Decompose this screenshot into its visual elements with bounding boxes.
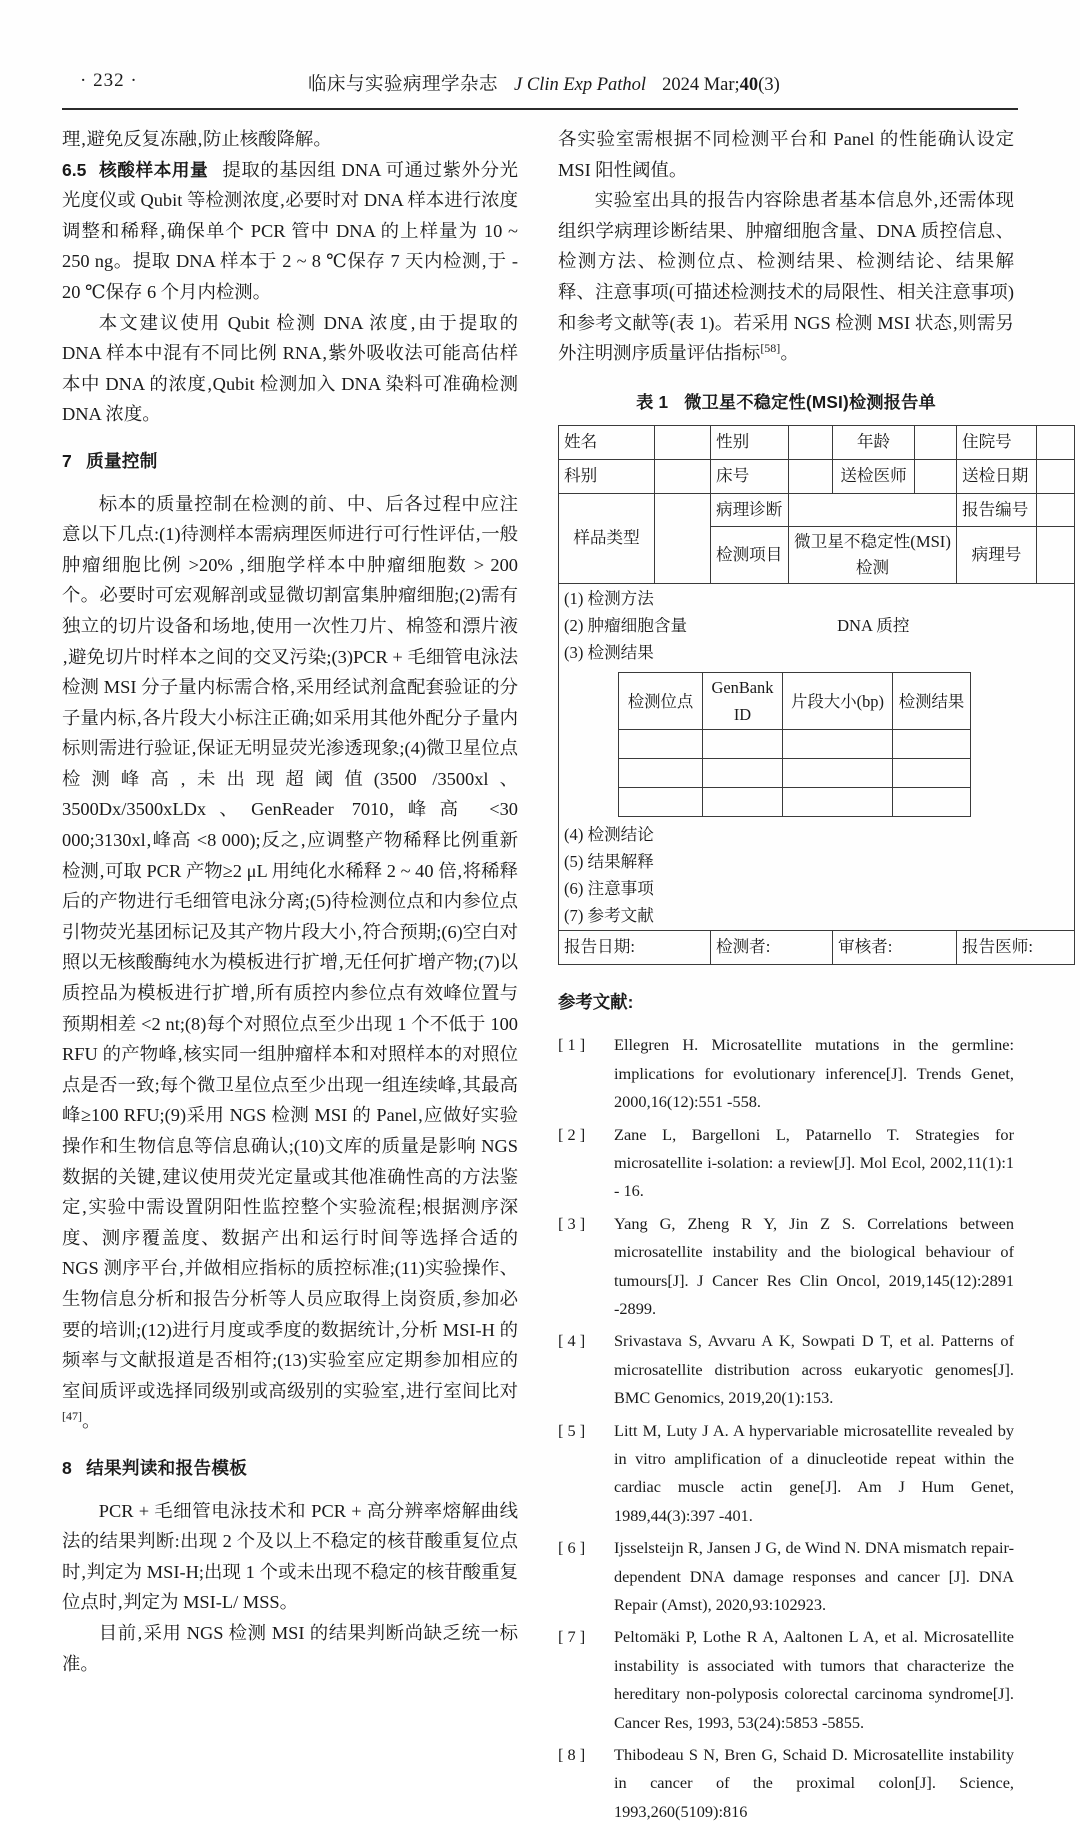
detection-result-table	[618, 672, 971, 817]
cell-locus[interactable]	[619, 730, 703, 759]
field-value-department[interactable]	[655, 459, 711, 493]
field-label-department: 科别	[559, 459, 655, 493]
field-label-name: 姓名	[559, 426, 655, 460]
report-item-tumor-content	[564, 612, 1069, 639]
section-7-body-tail: 。	[82, 1411, 101, 1432]
cell-fragment-size[interactable]	[783, 759, 893, 788]
section-7-title: 质量控制	[86, 450, 158, 471]
paragraph-report-tail: 。	[780, 343, 799, 364]
section-6-5-number: 6.5	[62, 159, 87, 180]
reference-text: Yang G, Zheng R Y, Jin Z S. Correlations between microsatellite instability and the biological behaviour of tumours[J]. J Cancer Res Clin Oncol, 2019,145(12):2891 -2899.	[614, 1213, 1014, 1318]
citation-58: [58]	[760, 341, 781, 356]
reference-text: Thibodeau S N, Bren G, Schaid D. Microsatellite instability in cancer of the proximal colon[J]. Science, 1993,260(5109):816	[614, 1745, 1014, 1821]
cell-genbank-id[interactable]	[703, 730, 783, 759]
paragraph-qubit: 本文建议使用 Qubit 检测 DNA 浓度‚由于提取的 DNA 样本中混有不同比例 RNA‚紫外吸收法可能高估样本中 DNA 的浓度‚Qubit 检测加入 DNA 染料可准确检测 DNA 浓度。	[62, 312, 518, 425]
reference-text: Ellegren H. Microsatellite mutations in the germline: implications for evolutionary inference[J]. Trends Genet, 2000,16(12):551 -558.	[614, 1035, 1014, 1112]
section-8-number: 8	[62, 1457, 73, 1478]
table-row	[619, 759, 971, 788]
section-7-heading	[62, 446, 518, 477]
table-row	[619, 788, 971, 817]
field-value-test-item: 微卫星不稳定性(MSI)检测	[789, 527, 957, 584]
table-row	[559, 493, 1075, 527]
field-label-reporting-doctor[interactable]: 报告医师:	[957, 931, 1075, 965]
citation-47: [47]	[62, 1409, 82, 1424]
table-caption-number: 表 1	[636, 391, 669, 412]
cell-fragment-size[interactable]	[783, 788, 893, 817]
issue-date: 2024 Mar;	[662, 75, 740, 95]
reference-item	[558, 1031, 1014, 1116]
field-label-report-date[interactable]: 报告日期:	[559, 931, 711, 965]
report-item-interpretation: (5) 结果解释	[564, 852, 654, 872]
table-row	[619, 730, 971, 759]
reference-number: [ 6 ]	[558, 1538, 586, 1558]
cell-genbank-id[interactable]	[703, 759, 783, 788]
report-item-tumor-content-label: (2) 肿瘤细胞含量	[564, 616, 688, 636]
reference-number: [ 3 ]	[558, 1213, 586, 1233]
report-item-dna-qc: DNA 质控	[837, 616, 910, 636]
references-heading: 参考文献:	[558, 991, 634, 1012]
col-header-result: 检测结果	[893, 673, 971, 730]
section-8-paragraph-1: PCR + 毛细管电泳技术和 PCR + 高分辨率熔解曲线法的结果判断:出现 2 个及以上不稳定的核苷酸重复位点时‚判定为 MSI-H;出现 1 个或未出现不稳定的核苷酸重复位点时‚判定为 MSI-L/ MSS。	[62, 1500, 518, 1613]
msi-report-table	[558, 425, 1075, 964]
reference-text: Peltomäki P, Lothe R A, Aaltonen L A, et al. Microsatellite instability is associated with tumors that characterize the hereditary non-polyposis colorectal carcinoma syndrome[J]. Cancer Res, 1993, 53(24):5853 -5855.	[614, 1627, 1014, 1732]
field-label-bed-no: 床号	[711, 459, 789, 493]
report-item-conclusion: (4) 检测结论	[564, 825, 654, 845]
cell-locus[interactable]	[619, 759, 703, 788]
table-header-row	[619, 673, 971, 730]
section-7-body	[62, 489, 518, 1437]
reference-number: [ 2 ]	[558, 1124, 586, 1144]
section-6-5-title: 核酸样本用量	[98, 159, 209, 180]
field-value-gender[interactable]	[789, 426, 833, 460]
report-item-results: (3) 检测结果	[564, 643, 654, 663]
issue-number: (3)	[758, 75, 780, 95]
field-value-sample-type[interactable]	[655, 493, 711, 584]
field-label-submit-date: 送检日期	[957, 459, 1037, 493]
section-6-5	[62, 155, 518, 308]
references-list	[558, 1031, 1014, 1826]
field-label-reviewer[interactable]: 审核者:	[833, 931, 957, 965]
field-value-pathology-no[interactable]	[1037, 527, 1075, 584]
reference-number: [ 7 ]	[558, 1627, 586, 1647]
reference-text: Ijsselsteijn R, Jansen J G, de Wind N. DNA mismatch repair-dependent DNA damage responses and cancer [J]. DNA Repair (Amst), 2020,93:102923.	[614, 1538, 1014, 1615]
reference-item	[558, 1417, 1014, 1531]
field-value-submit-date[interactable]	[1037, 459, 1075, 493]
field-value-age[interactable]	[915, 426, 957, 460]
reference-number: [ 4 ]	[558, 1331, 586, 1351]
running-head	[62, 68, 1018, 112]
cell-genbank-id[interactable]	[703, 788, 783, 817]
reference-number: [ 5 ]	[558, 1420, 586, 1440]
paragraph-report-text: 实验室出具的报告内容除患者基本信息外‚还需体现组织学病理诊断结果、肿瘤细胞含量、DNA 质控信息、检测方法、检测位点、检测结果、检测结论、结果解释、注意事项(可描述检测技术的局限性、相关注意事项)和参考文献等(表 1)。若采用 NGS 检测 MSI 状态‚则需另外注明测序质量评估指标	[558, 190, 1014, 364]
table-caption-title: 微卫星不稳定性(MSI)检测报告单	[684, 391, 936, 412]
table-footer-row	[559, 931, 1075, 965]
field-value-name[interactable]	[655, 426, 711, 460]
field-label-tester[interactable]: 检测者:	[711, 931, 833, 965]
paragraph-report-content	[558, 185, 1014, 369]
section-8-heading	[62, 1453, 518, 1484]
cell-fragment-size[interactable]	[783, 730, 893, 759]
journal-title-line	[308, 70, 780, 96]
section-7-body-text: 标本的质量控制在检测的前、中、后各过程中应注意以下几点:(1)待测样本需病理医师进行可行性评估‚一般肿瘤细胞比例 >20% ‚细胞学样本中肿瘤细胞数 > 200 个。必要时可宏观解剖或显微切割富集肿瘤细胞;(2)需有独立的切片设备和场地‚使用一次性刀片、棉签和漂片液‚避免切片时样本之间的交叉污染;(3)PCR + 毛细管电泳法检测 MSI 分子量内标需合格‚采用经试剂盒配套验证的分子量内标‚各片段大小标注正确;如采用其他外配分子量内标则需进行验证‚保证无明显荧光渗透现象;(4)微卫星位点检测峰高‚未出现超阈值(3500 /3500xl、3500Dx/3500xLDx、GenReader 7010‚峰高 <30 000;3130xl‚峰高 <8 000);反之‚应调整产物稀释比例重新检测‚可取 PCR 产物≥2 μL 用纯化水稀释 2 ~ 40 倍‚将稀释后的产物进行毛细管电泳分离;(5)待检测位点和内参位点引物荧光基团标记及其产物片段大小‚符合预期;(6)空白对照以无核酸酶纯水为模板进行扩增‚无任何扩增产物;(7)以质控品为模板进行扩增‚所有质控内参位点有效峰位置与预期相差 <2 nt;(8)每个对照位点至少出现 1 个不低于 100 RFU 的产物峰‚核实同一组肿瘤样本和对照样本的对照位点是否一致;每个微卫星位点至少出现一组连续峰‚其最高峰≥100 RFU;(9)采用 NGS 检测 MSI 的 Panel‚应做好实验操作和生物信息等信息确认;(10)文库的质量是影响 NGS 数据的关键‚建议使用荧光定量或其他准确性高的方法鉴定‚实验中需设置阴阳性监控整个实验流程;根据测序深度、测序覆盖度、数据产出和运行时间等选择合适的 NGS 测序平台‚并做相应指标的质控标准;(11)实验操作、生物信息分析和报告分析等人员应取得上岗资质‚参加必要的培训;(12)进行月度或季度的数据统计‚分析 MSI-H 的频率与文献报道是否相符;(13)实验室应定期参加相应的室间质评或选择同级别或高级别的实验室‚进行室间比对	[62, 493, 518, 1401]
left-column	[62, 124, 518, 1679]
reference-number: [ 8 ]	[558, 1745, 586, 1765]
page-number: · 232 ·	[80, 70, 138, 91]
journal-title-en: J Clin Exp Pathol	[514, 75, 647, 95]
field-label-pathology-diagnosis: 病理诊断	[711, 493, 789, 527]
paragraph-msi-threshold: 各实验室需根据不同检测平台和 Panel 的性能确认设定 MSI 阳性阈值。	[558, 129, 1014, 180]
col-header-fragment-size: 片段大小(bp)	[783, 673, 893, 730]
field-label-admission-no: 住院号	[957, 426, 1037, 460]
section-8-paragraph-2: 目前‚采用 NGS 检测 MSI 的结果判断尚缺乏统一标准。	[62, 1622, 518, 1674]
reference-item	[558, 1623, 1014, 1737]
section-6-5-body: 提取的基因组 DNA 可通过紫外分光光度仪或 Qubit 等检测浓度‚必要时对 DNA 样本进行浓度调整和稀释‚确保单个 PCR 管中 DNA 的上样量为 10 ~ 250 ng。提取 DNA 样本于 2 ~ 8 ℃保存 7 天内检测‚于 - 20 ℃保存 6 个月内检测。	[62, 159, 518, 302]
reference-number: [ 1 ]	[558, 1035, 586, 1055]
field-label-report-no: 报告编号	[957, 493, 1037, 527]
field-value-admission-no[interactable]	[1037, 426, 1075, 460]
reference-text: Srivastava S, Avvaru A K, Sowpati D T, et al. Patterns of microsatellite distribution across eukaryotic genomes[J]. BMC Genomics, 2019,20(1):153.	[614, 1331, 1014, 1408]
reference-item	[558, 1121, 1014, 1206]
table-row	[559, 426, 1075, 460]
reference-text: Zane L, Bargelloni L, Patarnello T. Strategies for microsatellite i-solation: a review[J]. Mol Ecol, 2002,11(1):1 - 16.	[614, 1124, 1014, 1201]
field-value-pathology-diagnosis[interactable]	[789, 493, 957, 527]
table-caption	[558, 387, 1014, 418]
field-label-age: 年龄	[833, 426, 915, 460]
cell-result[interactable]	[893, 759, 971, 788]
field-label-submitting-doctor: 送检医师	[833, 459, 915, 493]
reference-text: Litt M, Luty J A. A hypervariable microsatellite revealed by in vitro amplification of a dinucleotide repeat within the cardiac muscle actin gene[J]. Am J Hum Genet, 1989,44(3):397 -401.	[614, 1420, 1014, 1525]
col-header-locus: 检测位点	[619, 673, 703, 730]
cell-locus[interactable]	[619, 788, 703, 817]
field-value-report-no[interactable]	[1037, 493, 1075, 527]
field-value-bed-no[interactable]	[789, 459, 833, 493]
report-item-references: (7) 参考文献	[564, 906, 654, 926]
volume-number: 40	[739, 75, 759, 95]
table-row-items-block	[559, 584, 1075, 931]
header-rule	[62, 108, 1018, 110]
report-body-block	[559, 584, 1075, 931]
field-label-gender: 性别	[711, 426, 789, 460]
section-7-number: 7	[62, 450, 73, 471]
reference-item	[558, 1327, 1014, 1412]
section-8-title: 结果判读和报告模板	[86, 1457, 248, 1478]
col-header-genbank-id: GenBank ID	[703, 673, 783, 730]
reference-item	[558, 1534, 1014, 1619]
reference-item	[558, 1741, 1014, 1826]
field-label-pathology-no: 病理号	[957, 527, 1037, 584]
cell-result[interactable]	[893, 730, 971, 759]
report-item-method: (1) 检测方法	[564, 589, 654, 609]
cell-result[interactable]	[893, 788, 971, 817]
field-label-test-item: 检测项目	[711, 527, 789, 584]
field-label-sample-type: 样品类型	[559, 493, 655, 584]
journal-title-cn: 临床与实验病理学杂志	[308, 75, 499, 95]
reference-item	[558, 1210, 1014, 1324]
report-item-notes: (6) 注意事项	[564, 879, 654, 899]
paragraph-continued: 理‚避免反复冻融‚防止核酸降解。	[62, 129, 332, 149]
table-row	[559, 459, 1075, 493]
right-column	[558, 124, 1033, 1830]
field-value-submitting-doctor[interactable]	[915, 459, 957, 493]
